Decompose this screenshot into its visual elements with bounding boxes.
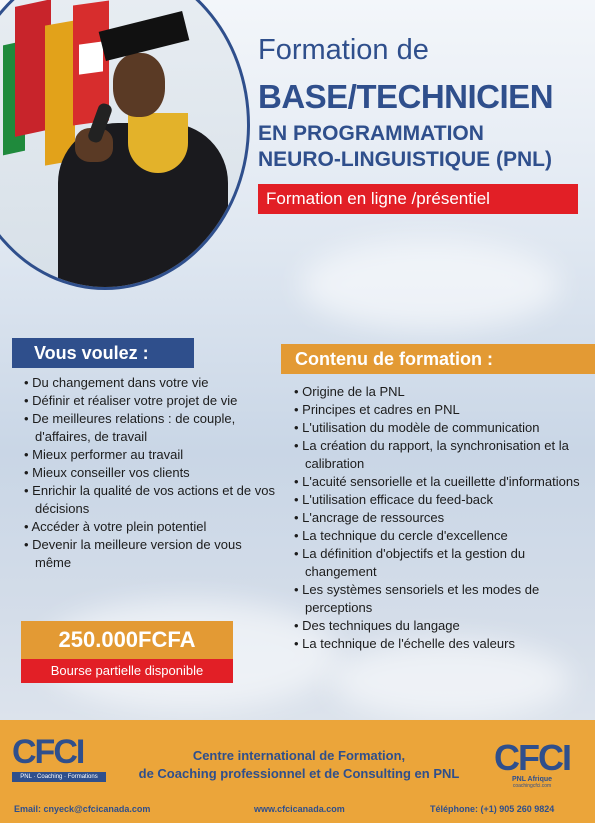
logo-tagline: PNL · Coaching · Formations [12, 772, 106, 782]
org-name-line-2: de Coaching professionnel et de Consulting en PNL [138, 766, 460, 781]
cloud [300, 240, 560, 330]
list-item: • Du changement dans votre vie [24, 374, 279, 392]
content-header: Contenu de formation : [281, 344, 595, 374]
list-item: • Accéder à votre plein potentiel [24, 518, 279, 536]
title-line-2: BASE/TECHNICIEN [258, 78, 554, 115]
list-item: • L'utilisation efficace du feed-back [294, 491, 590, 509]
list-item: • La définition d'objectifs et la gestion du changement [294, 545, 590, 581]
list-item: • La technique du cercle d'excellence [294, 527, 590, 545]
mode-banner: Formation en ligne /présentiel [258, 184, 578, 214]
list-item: • Des techniques du langage [294, 617, 590, 635]
title-line-4: NEURO-LINGUISTIQUE (PNL) [258, 148, 552, 171]
list-item: • Devenir la meilleure version de vous même [24, 536, 279, 572]
list-item: • Mieux conseiller vos clients [24, 464, 279, 482]
list-item: • L'acuité sensorielle et la cueillette d'informations [294, 473, 590, 491]
list-item: • Les systèmes sensoriels et les modes de perceptions [294, 581, 590, 617]
speaker-head [113, 53, 165, 117]
cfci-logo-right [482, 737, 582, 789]
stole [128, 113, 188, 173]
list-item: • La création du rapport, la synchronisation et la calibration [294, 437, 590, 473]
list-item: • Définir et réaliser votre projet de vie [24, 392, 279, 410]
price-badge: 250.000FCFA [21, 621, 233, 659]
phone-number[interactable]: Téléphone: (+1) 905 260 9824 [430, 804, 555, 814]
logo-text: CFCI [12, 733, 84, 771]
org-name-line-1: Centre international de Formation, [192, 748, 406, 763]
title-line-1: Formation de [258, 34, 429, 66]
list-item: • Principes et cadres en PNL [294, 401, 590, 419]
speaker-photo [0, 0, 250, 290]
content-list [294, 383, 590, 653]
footer [0, 720, 595, 823]
logo-text: CFCI [494, 737, 570, 778]
list-item: • De meilleures relations : de couple, d'affaires, de travail [24, 410, 279, 446]
list-item: • L'ancrage de ressources [294, 509, 590, 527]
flag [45, 20, 75, 165]
wants-header: Vous voulez : [12, 338, 194, 368]
list-item: • L'utilisation du modèle de communication [294, 419, 590, 437]
list-item: • Enrichir la qualité de vos actions et de vos décisions [24, 482, 279, 518]
title-line-3: EN PROGRAMMATION [258, 122, 484, 145]
logo-website: coachingcfci.com [512, 783, 552, 789]
list-item: • Origine de la PNL [294, 383, 590, 401]
list-item: • La technique de l'échelle des valeurs [294, 635, 590, 653]
website-link[interactable]: www.cfcicanada.com [254, 804, 345, 814]
cfci-logo-left [12, 734, 108, 782]
list-item: • Mieux performer au travail [24, 446, 279, 464]
wants-list [24, 374, 279, 572]
scholarship-note: Bourse partielle disponible [21, 659, 233, 683]
email-link[interactable]: Email: cnyeck@cfcicanada.com [14, 804, 151, 814]
logo-subtitle: PNL Afrique [511, 776, 553, 783]
